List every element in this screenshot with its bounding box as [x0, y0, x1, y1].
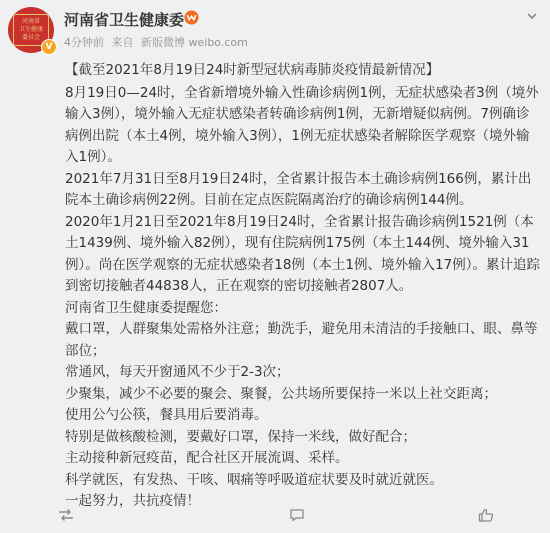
post-paragraph: 戴口罩，人群聚集处需格外注意；勤洗手，避免用未清洁的手接触口、眼、鼻等部位；	[65, 321, 538, 359]
post-paragraph: 常通风，每天开窗通风不少于2-3次；	[65, 364, 290, 380]
post-paragraph: 2020年1月21日至2021年8月19日24时，全省累计报告确诊病例1521例（本土1439例、境外输入82例），现有住院病例175例（本土144例、境外输入31例）。尚在医学观察的无症状感染者18例（本土1例、境外输入17例）。累计追踪到密切接触者44838人，正在观察的密切接触者2807人。	[65, 213, 540, 294]
verified-badge-icon: V	[41, 39, 57, 55]
like-button[interactable]	[478, 508, 499, 522]
post-content	[65, 60, 543, 513]
like-icon	[478, 508, 494, 522]
post-headline: 【截至2021年8月19日24时新型冠状病毒肺炎疫情最新情况】	[65, 62, 440, 78]
chevron-down-icon[interactable]	[526, 10, 538, 22]
post-paragraph: 特别是做核酸检测，要戴好口罩，保持一米线，做好配合；	[65, 428, 416, 445]
post-paragraph: 8月19日0—24时，全省新增境外输入性确诊病例1例，无症状感染者3例（境外输入3例），境外输入无症状感染者转确诊病例1例，无新增疑似病例。7例确诊病例出院（本土4例，境外输入3例），1例无症状感染者解除医学观察（境外输入1例）。	[65, 84, 539, 165]
post-meta	[64, 34, 252, 50]
post-paragraph: 河南省卫生健康委提醒您：	[65, 299, 227, 316]
post-source[interactable]: 新版微博 weibo.com	[141, 36, 248, 49]
post-paragraph: 一起努力，共抗疫情！	[65, 493, 200, 509]
post-paragraph: 2021年7月31日至8月19日24时，全省累计报告本土确诊病例166例，累计出院本土确诊病例22例。目前在定点医院隔离治疗的确诊病例144例。	[65, 170, 532, 208]
post-actions	[0, 504, 550, 533]
repost-button[interactable]	[58, 508, 79, 522]
vip-crown-icon[interactable]	[184, 10, 199, 25]
post-paragraph: 主动接种新冠疫苗，配合社区开展流调、采样。	[65, 450, 349, 466]
post-paragraph: 使用公勺公筷，餐具用后要消毒。	[65, 407, 268, 423]
post-header	[0, 0, 550, 60]
avatar-text-line: 河南省	[21, 18, 40, 25]
comment-button[interactable]	[289, 508, 310, 522]
source-prefix: 来自	[111, 36, 134, 49]
repost-icon	[58, 508, 74, 522]
post-time[interactable]: 4分钟前	[64, 36, 104, 49]
post-paragraph: 科学就医，有发热、干咳、咽痛等呼吸道症状要及时就近就医。	[65, 471, 443, 488]
post-paragraph: 少聚集，减少不必要的聚会、聚餐，公共场所要保持一米以上社交距离；	[65, 385, 497, 402]
avatar-text-line: 委员会	[21, 34, 40, 41]
avatar-text-line: 卫生健康	[18, 26, 43, 33]
author-name[interactable]: 河南省卫生健康委	[64, 11, 185, 29]
comment-icon	[289, 508, 305, 522]
